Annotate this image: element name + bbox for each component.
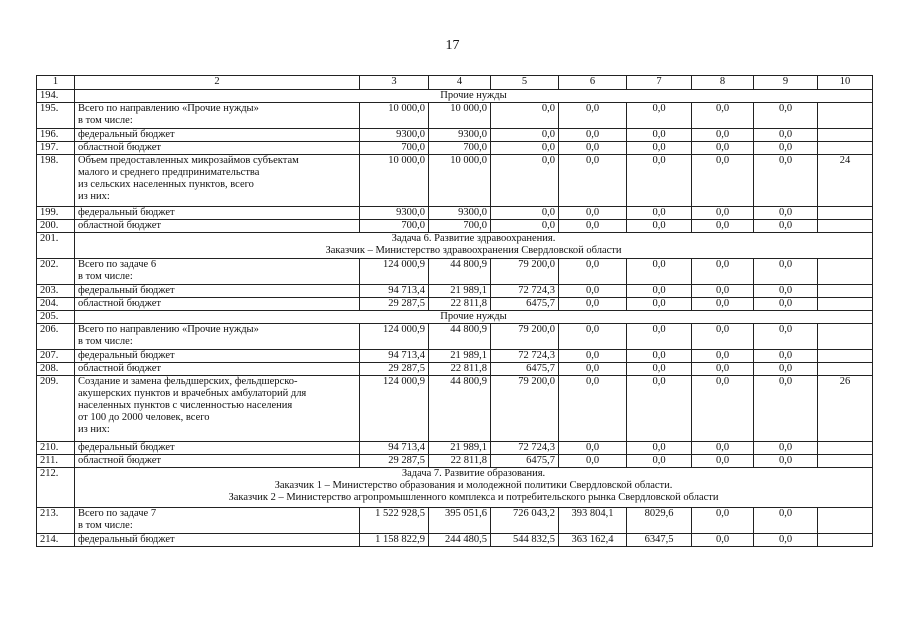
row-label: Всего по направлению «Прочие нужды» в том числе: <box>75 103 360 129</box>
cell-col-3: 94 713,4 <box>360 442 429 455</box>
cell-col-9: 0,0 <box>754 455 818 468</box>
cell-col-5: 72 724,3 <box>491 285 559 298</box>
cell-col-8: 0,0 <box>692 363 754 376</box>
row-number: 200. <box>37 220 75 233</box>
cell-col-9: 0,0 <box>754 155 818 207</box>
cell-col-3: 29 287,5 <box>360 455 429 468</box>
cell-col-5: 0,0 <box>491 220 559 233</box>
page-number: 17 <box>445 38 460 53</box>
cell-col-6: 0,0 <box>559 103 627 129</box>
table-row <box>37 129 873 142</box>
cell-col-6: 0,0 <box>559 324 627 350</box>
section-heading: Задача 6. Развитие здравоохранения. Заказчик – Министерство здравоохранения Свердловской области <box>75 233 873 259</box>
cell-col-5: 544 832,5 <box>491 534 559 547</box>
row-number: 197. <box>37 142 75 155</box>
column-header: 6 <box>559 76 627 90</box>
cell-col-6: 0,0 <box>559 207 627 220</box>
cell-col-6: 393 804,1 <box>559 508 627 534</box>
cell-col-7: 0,0 <box>627 259 692 285</box>
section-row <box>37 468 873 508</box>
cell-col-7: 0,0 <box>627 376 692 442</box>
table-row <box>37 324 873 350</box>
cell-col-8: 0,0 <box>692 376 754 442</box>
cell-col-5: 79 200,0 <box>491 324 559 350</box>
cell-col-9: 0,0 <box>754 376 818 442</box>
cell-col-8: 0,0 <box>692 508 754 534</box>
cell-col-8: 0,0 <box>692 103 754 129</box>
row-number: 204. <box>37 298 75 311</box>
cell-col-7: 0,0 <box>627 350 692 363</box>
cell-col-7: 0,0 <box>627 155 692 207</box>
cell-col-9: 0,0 <box>754 142 818 155</box>
cell-col-10 <box>818 207 873 220</box>
cell-col-10 <box>818 285 873 298</box>
cell-col-6: 0,0 <box>559 363 627 376</box>
row-label: федеральный бюджет <box>75 285 360 298</box>
cell-col-3: 94 713,4 <box>360 285 429 298</box>
cell-col-4: 44 800,9 <box>429 324 491 350</box>
cell-col-6: 0,0 <box>559 350 627 363</box>
cell-col-3: 10 000,0 <box>360 103 429 129</box>
cell-col-4: 21 989,1 <box>429 285 491 298</box>
row-label: областной бюджет <box>75 363 360 376</box>
row-number: 211. <box>37 455 75 468</box>
row-number: 202. <box>37 259 75 285</box>
cell-col-7: 6347,5 <box>627 534 692 547</box>
row-label: Создание и замена фельдшерских, фельдшерско- акушерских пунктов и врачебных амбулаторий для населенных пунктов с численностью населения от 100 до 2000 человек, всего из них: <box>75 376 360 442</box>
cell-col-10 <box>818 350 873 363</box>
cell-col-4: 21 989,1 <box>429 350 491 363</box>
section-heading: Задача 7. Развитие образования. Заказчик 1 – Министерство образования и молодежной политики Свердловской области. Заказчик 2 – Министерство агропромышленного комплекса и потребительского рынка Свердловской области <box>75 468 873 508</box>
cell-col-10 <box>818 455 873 468</box>
cell-col-10 <box>818 298 873 311</box>
cell-col-7: 0,0 <box>627 129 692 142</box>
row-number: 195. <box>37 103 75 129</box>
row-number: 213. <box>37 508 75 534</box>
row-number: 206. <box>37 324 75 350</box>
cell-col-8: 0,0 <box>692 442 754 455</box>
cell-col-3: 1 158 822,9 <box>360 534 429 547</box>
table-row <box>37 155 873 207</box>
cell-col-3: 124 000,9 <box>360 376 429 442</box>
cell-col-4: 22 811,8 <box>429 298 491 311</box>
cell-col-6: 0,0 <box>559 442 627 455</box>
cell-col-6: 0,0 <box>559 455 627 468</box>
cell-col-10 <box>818 363 873 376</box>
cell-col-8: 0,0 <box>692 298 754 311</box>
column-header: 1 <box>37 76 75 90</box>
cell-col-4: 244 480,5 <box>429 534 491 547</box>
row-label: областной бюджет <box>75 220 360 233</box>
cell-col-3: 94 713,4 <box>360 350 429 363</box>
row-label: федеральный бюджет <box>75 207 360 220</box>
cell-col-6: 0,0 <box>559 259 627 285</box>
cell-col-8: 0,0 <box>692 455 754 468</box>
row-label: Всего по задаче 7 в том числе: <box>75 508 360 534</box>
cell-col-5: 0,0 <box>491 129 559 142</box>
table-row <box>37 207 873 220</box>
cell-col-9: 0,0 <box>754 363 818 376</box>
cell-col-3: 9300,0 <box>360 207 429 220</box>
cell-col-9: 0,0 <box>754 508 818 534</box>
cell-col-6: 0,0 <box>559 285 627 298</box>
cell-col-3: 124 000,9 <box>360 259 429 285</box>
cell-col-4: 395 051,6 <box>429 508 491 534</box>
cell-col-4: 700,0 <box>429 142 491 155</box>
cell-col-5: 6475,7 <box>491 363 559 376</box>
table-row <box>37 442 873 455</box>
row-label: федеральный бюджет <box>75 129 360 142</box>
row-number: 214. <box>37 534 75 547</box>
cell-col-4: 44 800,9 <box>429 376 491 442</box>
cell-col-5: 6475,7 <box>491 298 559 311</box>
cell-col-5: 72 724,3 <box>491 350 559 363</box>
column-header: 10 <box>818 76 873 90</box>
cell-col-4: 22 811,8 <box>429 363 491 376</box>
cell-col-10 <box>818 259 873 285</box>
cell-col-10 <box>818 142 873 155</box>
row-label: федеральный бюджет <box>75 350 360 363</box>
cell-col-3: 9300,0 <box>360 129 429 142</box>
cell-col-8: 0,0 <box>692 155 754 207</box>
section-row <box>37 311 873 324</box>
row-label: федеральный бюджет <box>75 442 360 455</box>
row-number: 203. <box>37 285 75 298</box>
row-number: 209. <box>37 376 75 442</box>
section-row <box>37 233 873 259</box>
cell-col-9: 0,0 <box>754 220 818 233</box>
cell-col-8: 0,0 <box>692 129 754 142</box>
row-number: 196. <box>37 129 75 142</box>
cell-col-10 <box>818 103 873 129</box>
cell-col-10 <box>818 129 873 142</box>
table-row <box>37 285 873 298</box>
table-row <box>37 455 873 468</box>
cell-col-7: 0,0 <box>627 220 692 233</box>
row-label: Всего по задаче 6 в том числе: <box>75 259 360 285</box>
table-row <box>37 363 873 376</box>
column-header: 8 <box>692 76 754 90</box>
cell-col-10: 24 <box>818 155 873 207</box>
cell-col-10 <box>818 442 873 455</box>
cell-col-5: 0,0 <box>491 103 559 129</box>
cell-col-10: 26 <box>818 376 873 442</box>
cell-col-9: 0,0 <box>754 442 818 455</box>
cell-col-7: 8029,6 <box>627 508 692 534</box>
row-number: 194. <box>37 90 75 103</box>
cell-col-3: 700,0 <box>360 220 429 233</box>
cell-col-5: 6475,7 <box>491 455 559 468</box>
cell-col-7: 0,0 <box>627 298 692 311</box>
cell-col-10 <box>818 324 873 350</box>
cell-col-3: 29 287,5 <box>360 363 429 376</box>
row-label: областной бюджет <box>75 298 360 311</box>
column-header: 5 <box>491 76 559 90</box>
cell-col-9: 0,0 <box>754 298 818 311</box>
cell-col-10 <box>818 534 873 547</box>
cell-col-7: 0,0 <box>627 103 692 129</box>
table-row <box>37 376 873 442</box>
cell-col-9: 0,0 <box>754 103 818 129</box>
section-heading: Прочие нужды <box>75 90 873 103</box>
cell-col-9: 0,0 <box>754 207 818 220</box>
cell-col-8: 0,0 <box>692 534 754 547</box>
cell-col-6: 363 162,4 <box>559 534 627 547</box>
column-header: 7 <box>627 76 692 90</box>
cell-col-4: 9300,0 <box>429 207 491 220</box>
cell-col-8: 0,0 <box>692 350 754 363</box>
cell-col-7: 0,0 <box>627 455 692 468</box>
cell-col-8: 0,0 <box>692 207 754 220</box>
table-row <box>37 103 873 129</box>
column-header-row <box>37 76 873 90</box>
table-row <box>37 298 873 311</box>
cell-col-6: 0,0 <box>559 155 627 207</box>
row-label: областной бюджет <box>75 142 360 155</box>
row-number: 201. <box>37 233 75 259</box>
cell-col-5: 79 200,0 <box>491 376 559 442</box>
cell-col-5: 72 724,3 <box>491 442 559 455</box>
cell-col-6: 0,0 <box>559 142 627 155</box>
cell-col-7: 0,0 <box>627 363 692 376</box>
cell-col-9: 0,0 <box>754 350 818 363</box>
row-number: 207. <box>37 350 75 363</box>
cell-col-5: 0,0 <box>491 142 559 155</box>
cell-col-8: 0,0 <box>692 220 754 233</box>
cell-col-9: 0,0 <box>754 285 818 298</box>
cell-col-4: 44 800,9 <box>429 259 491 285</box>
row-label: Всего по направлению «Прочие нужды» в том числе: <box>75 324 360 350</box>
row-label: федеральный бюджет <box>75 534 360 547</box>
cell-col-10 <box>818 508 873 534</box>
column-header: 4 <box>429 76 491 90</box>
cell-col-5: 0,0 <box>491 155 559 207</box>
budget-table <box>36 75 873 547</box>
cell-col-5: 0,0 <box>491 207 559 220</box>
cell-col-8: 0,0 <box>692 324 754 350</box>
cell-col-4: 21 989,1 <box>429 442 491 455</box>
cell-col-3: 124 000,9 <box>360 324 429 350</box>
cell-col-7: 0,0 <box>627 324 692 350</box>
row-number: 198. <box>37 155 75 207</box>
column-header: 2 <box>75 76 360 90</box>
cell-col-6: 0,0 <box>559 376 627 442</box>
cell-col-9: 0,0 <box>754 259 818 285</box>
cell-col-3: 29 287,5 <box>360 298 429 311</box>
cell-col-9: 0,0 <box>754 129 818 142</box>
cell-col-3: 700,0 <box>360 142 429 155</box>
cell-col-7: 0,0 <box>627 207 692 220</box>
cell-col-8: 0,0 <box>692 259 754 285</box>
table-row <box>37 350 873 363</box>
cell-col-9: 0,0 <box>754 324 818 350</box>
row-number: 205. <box>37 311 75 324</box>
column-header: 9 <box>754 76 818 90</box>
row-number: 212. <box>37 468 75 508</box>
table-row <box>37 508 873 534</box>
column-header: 3 <box>360 76 429 90</box>
cell-col-10 <box>818 220 873 233</box>
cell-col-4: 9300,0 <box>429 129 491 142</box>
cell-col-8: 0,0 <box>692 285 754 298</box>
row-number: 199. <box>37 207 75 220</box>
cell-col-4: 22 811,8 <box>429 455 491 468</box>
cell-col-7: 0,0 <box>627 442 692 455</box>
cell-col-5: 79 200,0 <box>491 259 559 285</box>
row-number: 210. <box>37 442 75 455</box>
cell-col-7: 0,0 <box>627 142 692 155</box>
cell-col-6: 0,0 <box>559 129 627 142</box>
table-row <box>37 259 873 285</box>
cell-col-4: 700,0 <box>429 220 491 233</box>
cell-col-6: 0,0 <box>559 220 627 233</box>
row-number: 208. <box>37 363 75 376</box>
cell-col-3: 10 000,0 <box>360 155 429 207</box>
cell-col-8: 0,0 <box>692 142 754 155</box>
table-row <box>37 534 873 547</box>
section-heading: Прочие нужды <box>75 311 873 324</box>
cell-col-5: 726 043,2 <box>491 508 559 534</box>
cell-col-4: 10 000,0 <box>429 103 491 129</box>
cell-col-7: 0,0 <box>627 285 692 298</box>
cell-col-4: 10 000,0 <box>429 155 491 207</box>
table-row <box>37 142 873 155</box>
table-row <box>37 220 873 233</box>
cell-col-6: 0,0 <box>559 298 627 311</box>
section-row <box>37 90 873 103</box>
cell-col-9: 0,0 <box>754 534 818 547</box>
row-label: Объем предоставленных микрозаймов субъектам малого и среднего предпринимательства из сельских населенных пунктов, всего из них: <box>75 155 360 207</box>
row-label: областной бюджет <box>75 455 360 468</box>
cell-col-3: 1 522 928,5 <box>360 508 429 534</box>
